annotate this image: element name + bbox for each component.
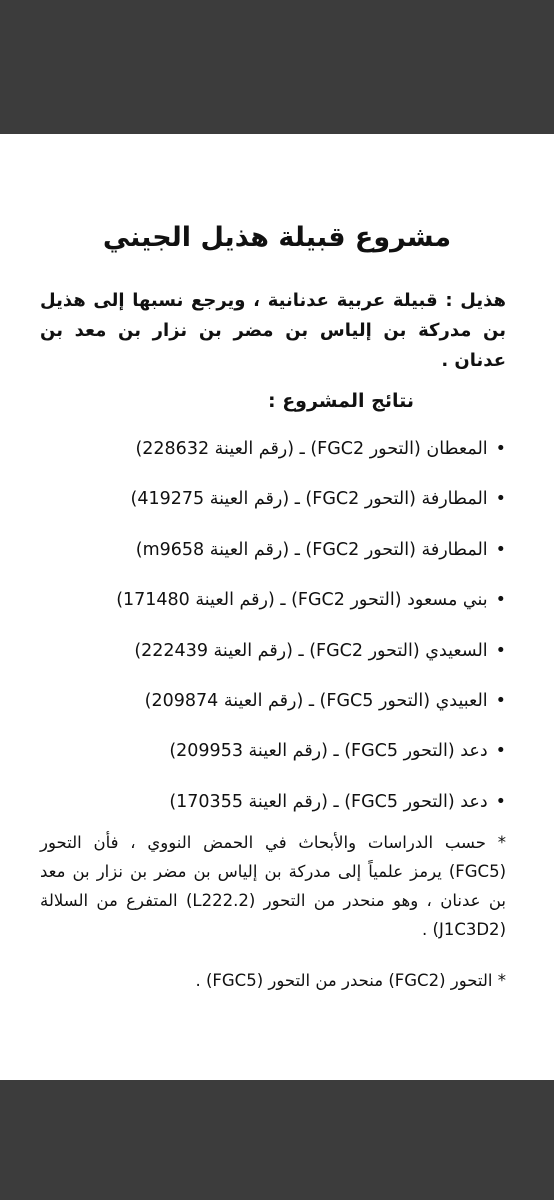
top-dark-bar xyxy=(0,0,554,134)
bullet-icon: • xyxy=(495,640,506,661)
list-item xyxy=(36,482,506,532)
results-list xyxy=(36,432,506,835)
bullet-icon: • xyxy=(495,791,506,812)
intro-paragraph: هذيل : قبيلة عربية عدنانية ، ويرجع نسبها إلى هذيل بن مدركة بن إلياس بن مضر بن نزار بن معد بن عدنان . xyxy=(40,290,506,371)
bullet-icon: • xyxy=(495,741,506,762)
bullet-icon: • xyxy=(495,590,506,611)
result-text: دعد (التحور FGC5) ـ (رقم العينة 209953) xyxy=(169,741,488,762)
footnote-fgc2: * التحور (FGC2) منحدر من التحور (FGC5) . xyxy=(195,971,506,990)
result-text: دعد (التحور FGC5) ـ (رقم العينة 170355) xyxy=(169,791,488,812)
bullet-icon: • xyxy=(495,439,506,459)
result-text: بني مسعود (التحور FGC2) ـ (رقم العينة 171480) xyxy=(116,590,488,611)
result-text: السعيدي (التحور FGC2) ـ (رقم العينة 222439) xyxy=(134,640,488,661)
page-title: مشروع قبيلة هذيل الجيني xyxy=(102,222,452,253)
result-text: المعطان (التحور FGC2) ـ (رقم العينة 228632) xyxy=(135,439,488,459)
bullet-icon: • xyxy=(495,489,506,510)
result-text: المطارفة (التحور FGC2) ـ (رقم العينة 419275) xyxy=(130,489,488,510)
list-item xyxy=(36,432,506,482)
list-item xyxy=(36,583,506,633)
results-heading: نتائج المشروع : xyxy=(267,390,414,412)
list-item xyxy=(36,734,506,784)
result-text: العبيدي (التحور FGC5) ـ (رقم العينة 209874) xyxy=(144,690,488,711)
document-page xyxy=(0,134,554,1080)
bottom-dark-bar xyxy=(0,1080,554,1200)
list-item xyxy=(36,533,506,583)
bullet-icon: • xyxy=(495,539,506,560)
result-text: المطارفة (التحور FGC2) ـ (رقم العينة m9658) xyxy=(135,539,488,560)
list-item xyxy=(36,634,506,684)
bullet-icon: • xyxy=(495,690,506,711)
footnote-dna: * حسب الدراسات والأبحاث في الحمض النووي ، فأن التحور (FGC5) يرمز علمياً إلى مدركة بن إلياس بن مضر بن نزار بن معد بن عدنان ، وهو منحدر من التحور (L222.2) المتفرع من السلالة (J1C3D2) . xyxy=(40,833,507,939)
list-item xyxy=(36,684,506,734)
